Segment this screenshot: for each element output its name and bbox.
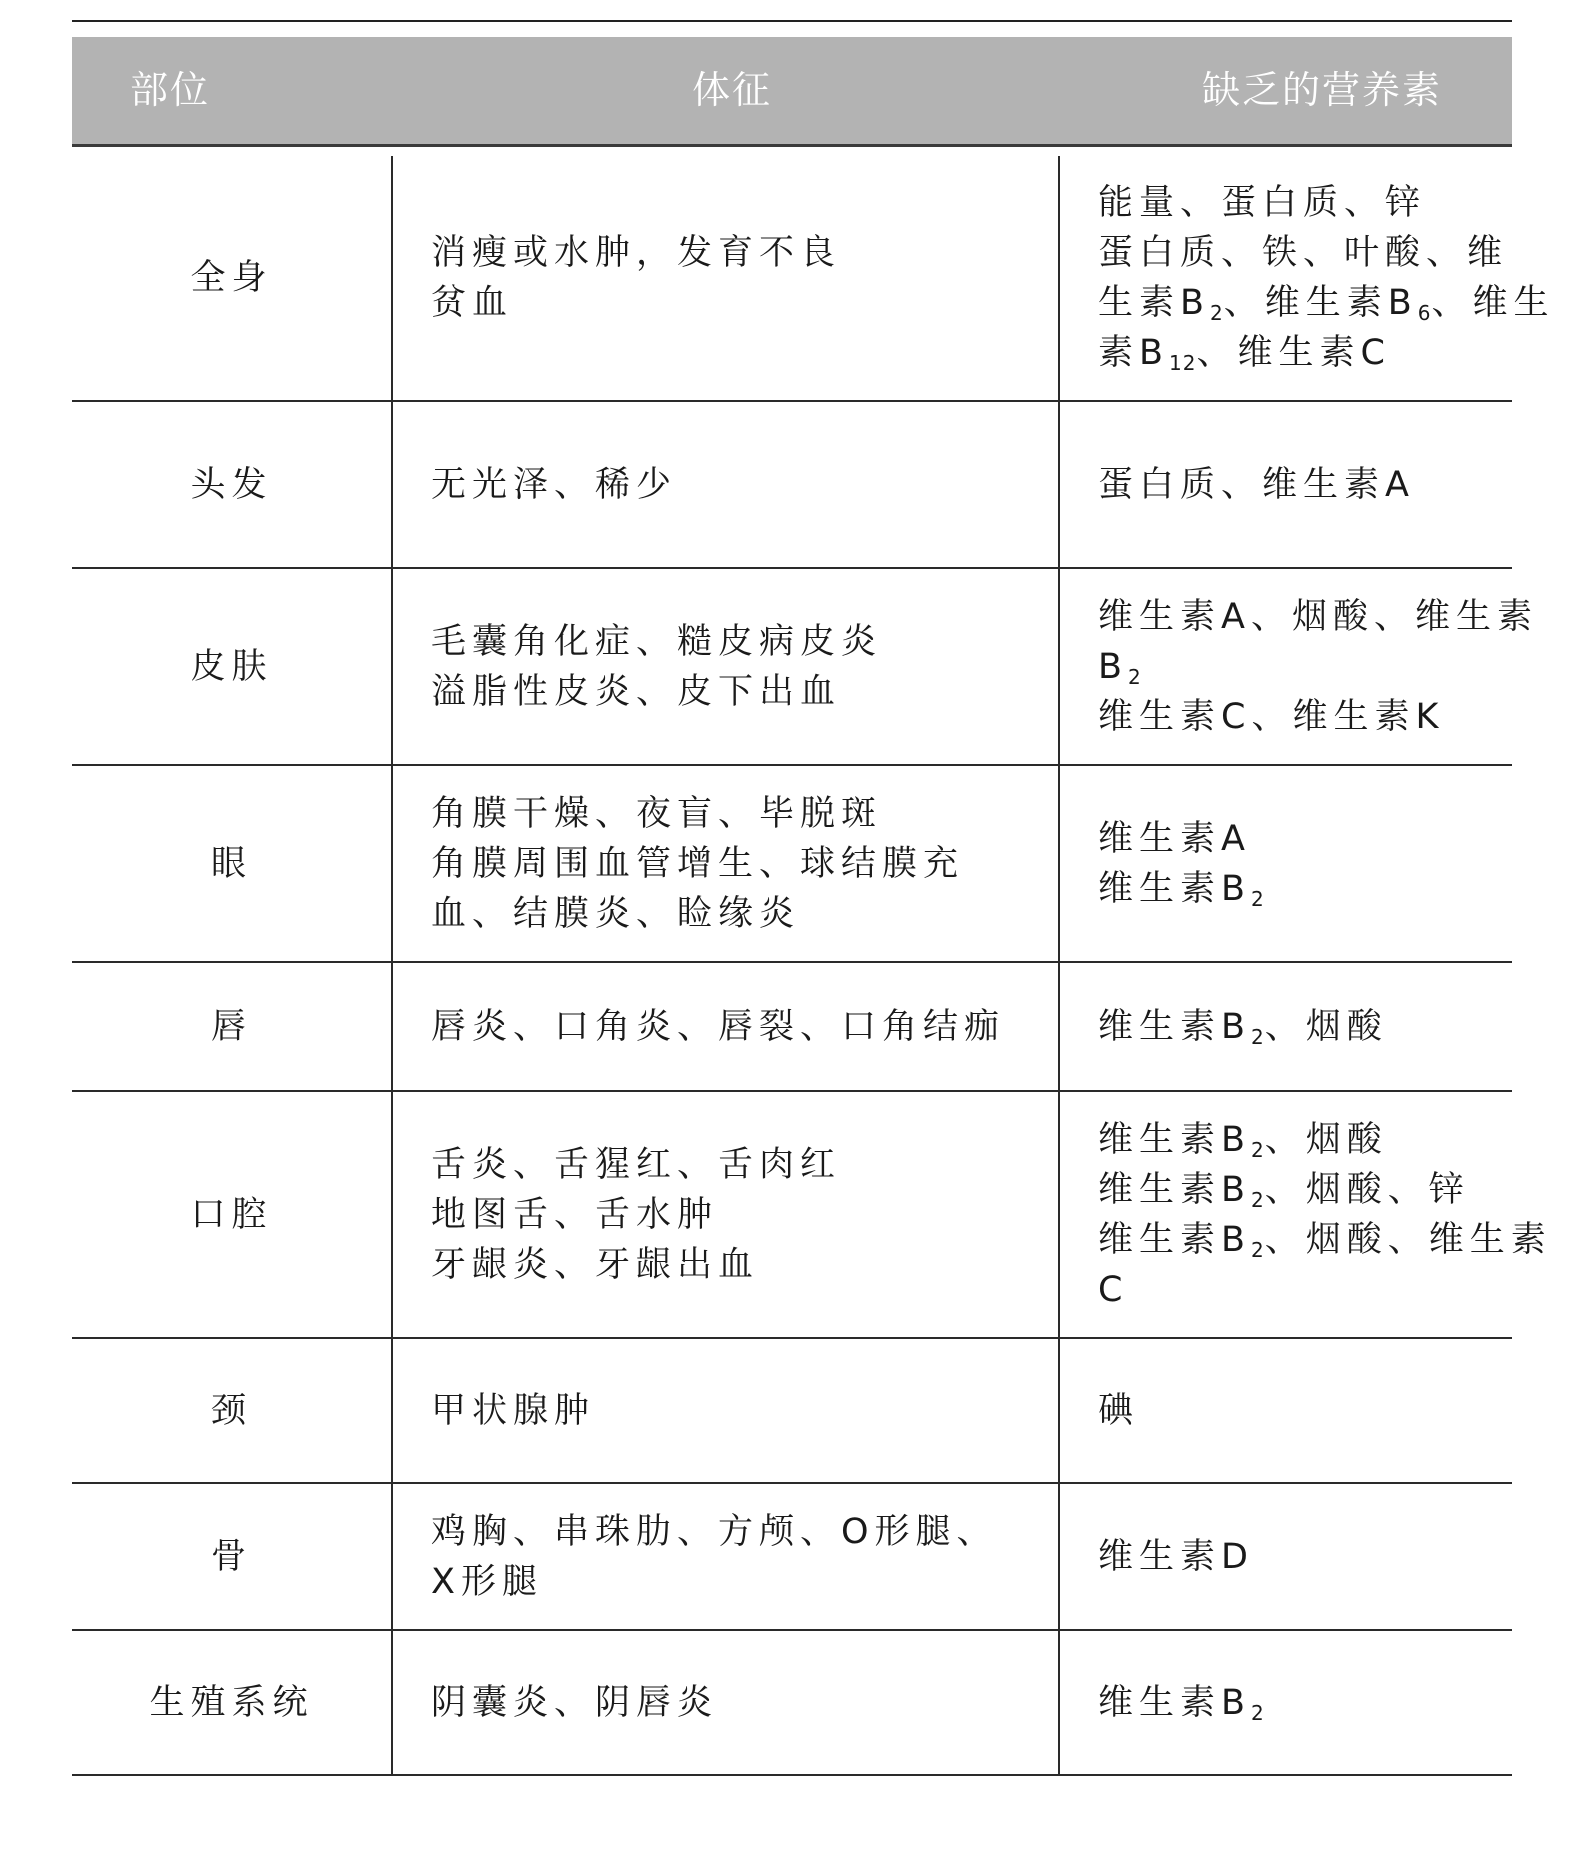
sign-line: 角膜干燥、夜盲、毕脱斑: [431, 793, 883, 834]
cell-nutrients: [1059, 1630, 1512, 1775]
cell-part: 眼: [72, 765, 392, 962]
header-signs: 体征: [692, 68, 773, 112]
cell-signs: [392, 1483, 1059, 1630]
nutrient-line: 维生素A: [1098, 818, 1251, 859]
sign-line: 血、结膜炎、睑缘炎: [431, 893, 801, 934]
table-row: [72, 1483, 1512, 1630]
header-part: 部位: [130, 68, 211, 112]
sign-line: 阴囊炎、阴唇炎: [431, 1682, 719, 1723]
nutrient-line: 维生素$B_2$: [1098, 868, 1265, 911]
sign-line: 贫血: [431, 283, 514, 323]
table-row: [72, 401, 1512, 568]
table-row: [72, 1091, 1512, 1338]
table-row: [72, 962, 1512, 1091]
table-row: [72, 568, 1512, 765]
cell-nutrients: [1059, 568, 1538, 765]
cell-signs: [392, 156, 1059, 401]
header-nutrients: 缺乏的营养素: [1202, 68, 1443, 112]
nutrient-line: $B_2$: [1098, 646, 1142, 689]
sign-line: 鸡胸、串珠肋、方颅、O形腿、: [431, 1511, 998, 1552]
nutrient-line: 能量、蛋白质、锌: [1098, 183, 1427, 223]
cell-part: 口腔: [72, 1091, 392, 1338]
table-row: [72, 156, 1512, 401]
nutrient-line: 维生素$B_2$: [1098, 1682, 1265, 1725]
nutrient-line: 生素$B_2$、维生素$B_6$、维生: [1098, 283, 1555, 325]
sign-line: 牙龈炎、牙龈出血: [431, 1244, 760, 1285]
nutrient-line: 维生素$B_2$、烟酸: [1098, 1119, 1388, 1162]
sign-line: X形腿: [431, 1561, 543, 1602]
sign-line: 消瘦或水肿，发育不良: [431, 233, 842, 273]
cell-nutrients: [1059, 1091, 1552, 1338]
cell-part: 全身: [72, 156, 392, 401]
sign-line: 甲状腺肿: [431, 1390, 596, 1431]
cell-nutrients: [1059, 765, 1512, 962]
cell-nutrients: [1059, 156, 1555, 401]
cell-part: 骨: [72, 1483, 392, 1630]
sign-line: 溢脂性皮炎、皮下出血: [431, 671, 842, 712]
cell-part: 颈: [72, 1338, 392, 1483]
cell-signs: [392, 765, 1059, 962]
table-body: [72, 156, 1555, 1775]
nutrient-line: 维生素$B_2$、烟酸: [1098, 1006, 1388, 1049]
nutrient-line: 维生素C、维生素K: [1098, 696, 1445, 737]
cell-nutrients: [1059, 1338, 1512, 1483]
cell-signs: [392, 962, 1059, 1091]
top-rule: [72, 20, 1512, 22]
nutrient-line: 素$B_{12}$、维生素C: [1098, 333, 1391, 375]
cell-part: 生殖系统: [72, 1630, 392, 1775]
cell-signs: [392, 568, 1059, 765]
table-row: [72, 765, 1512, 962]
nutrient-line: 维生素$B_2$、烟酸、维生素: [1098, 1219, 1552, 1262]
cell-nutrients: [1059, 401, 1512, 568]
nutrient-line: 碘: [1098, 1390, 1140, 1431]
cell-nutrients: [1059, 1483, 1512, 1630]
table-header: [72, 37, 1512, 147]
nutrient-line: C: [1098, 1269, 1129, 1310]
cell-nutrients: [1059, 962, 1512, 1091]
cell-part: 头发: [72, 401, 392, 568]
cell-signs: [392, 1091, 1059, 1338]
nutrient-line: 维生素$B_2$、烟酸、锌: [1098, 1169, 1470, 1212]
table-row: [72, 1338, 1512, 1483]
table-row: [72, 1630, 1512, 1775]
sign-line: 毛囊角化症、糙皮病皮炎: [431, 621, 883, 662]
sign-line: 舌炎、舌猩红、舌肉红: [431, 1144, 842, 1185]
cell-signs: [392, 1630, 1059, 1775]
cell-part: 皮肤: [72, 568, 392, 765]
nutrient-line: 维生素D: [1098, 1536, 1254, 1577]
sign-line: 无光泽、稀少: [431, 464, 678, 505]
nutrient-line: 蛋白质、维生素A: [1098, 464, 1415, 505]
nutrient-line: 维生素A、烟酸、维生素: [1098, 596, 1538, 637]
nutrient-line: 蛋白质、铁、叶酸、维: [1098, 233, 1509, 273]
sign-line: 角膜周围血管增生、球结膜充: [431, 843, 965, 884]
sign-line: 唇炎、口角炎、唇裂、口角结痂: [431, 1006, 1006, 1047]
cell-part: 唇: [72, 962, 392, 1091]
nutrition-deficiency-table: [72, 156, 1555, 1776]
cell-signs: [392, 1338, 1059, 1483]
sign-line: 地图舌、舌水肿: [431, 1194, 719, 1235]
cell-signs: [392, 401, 1059, 568]
